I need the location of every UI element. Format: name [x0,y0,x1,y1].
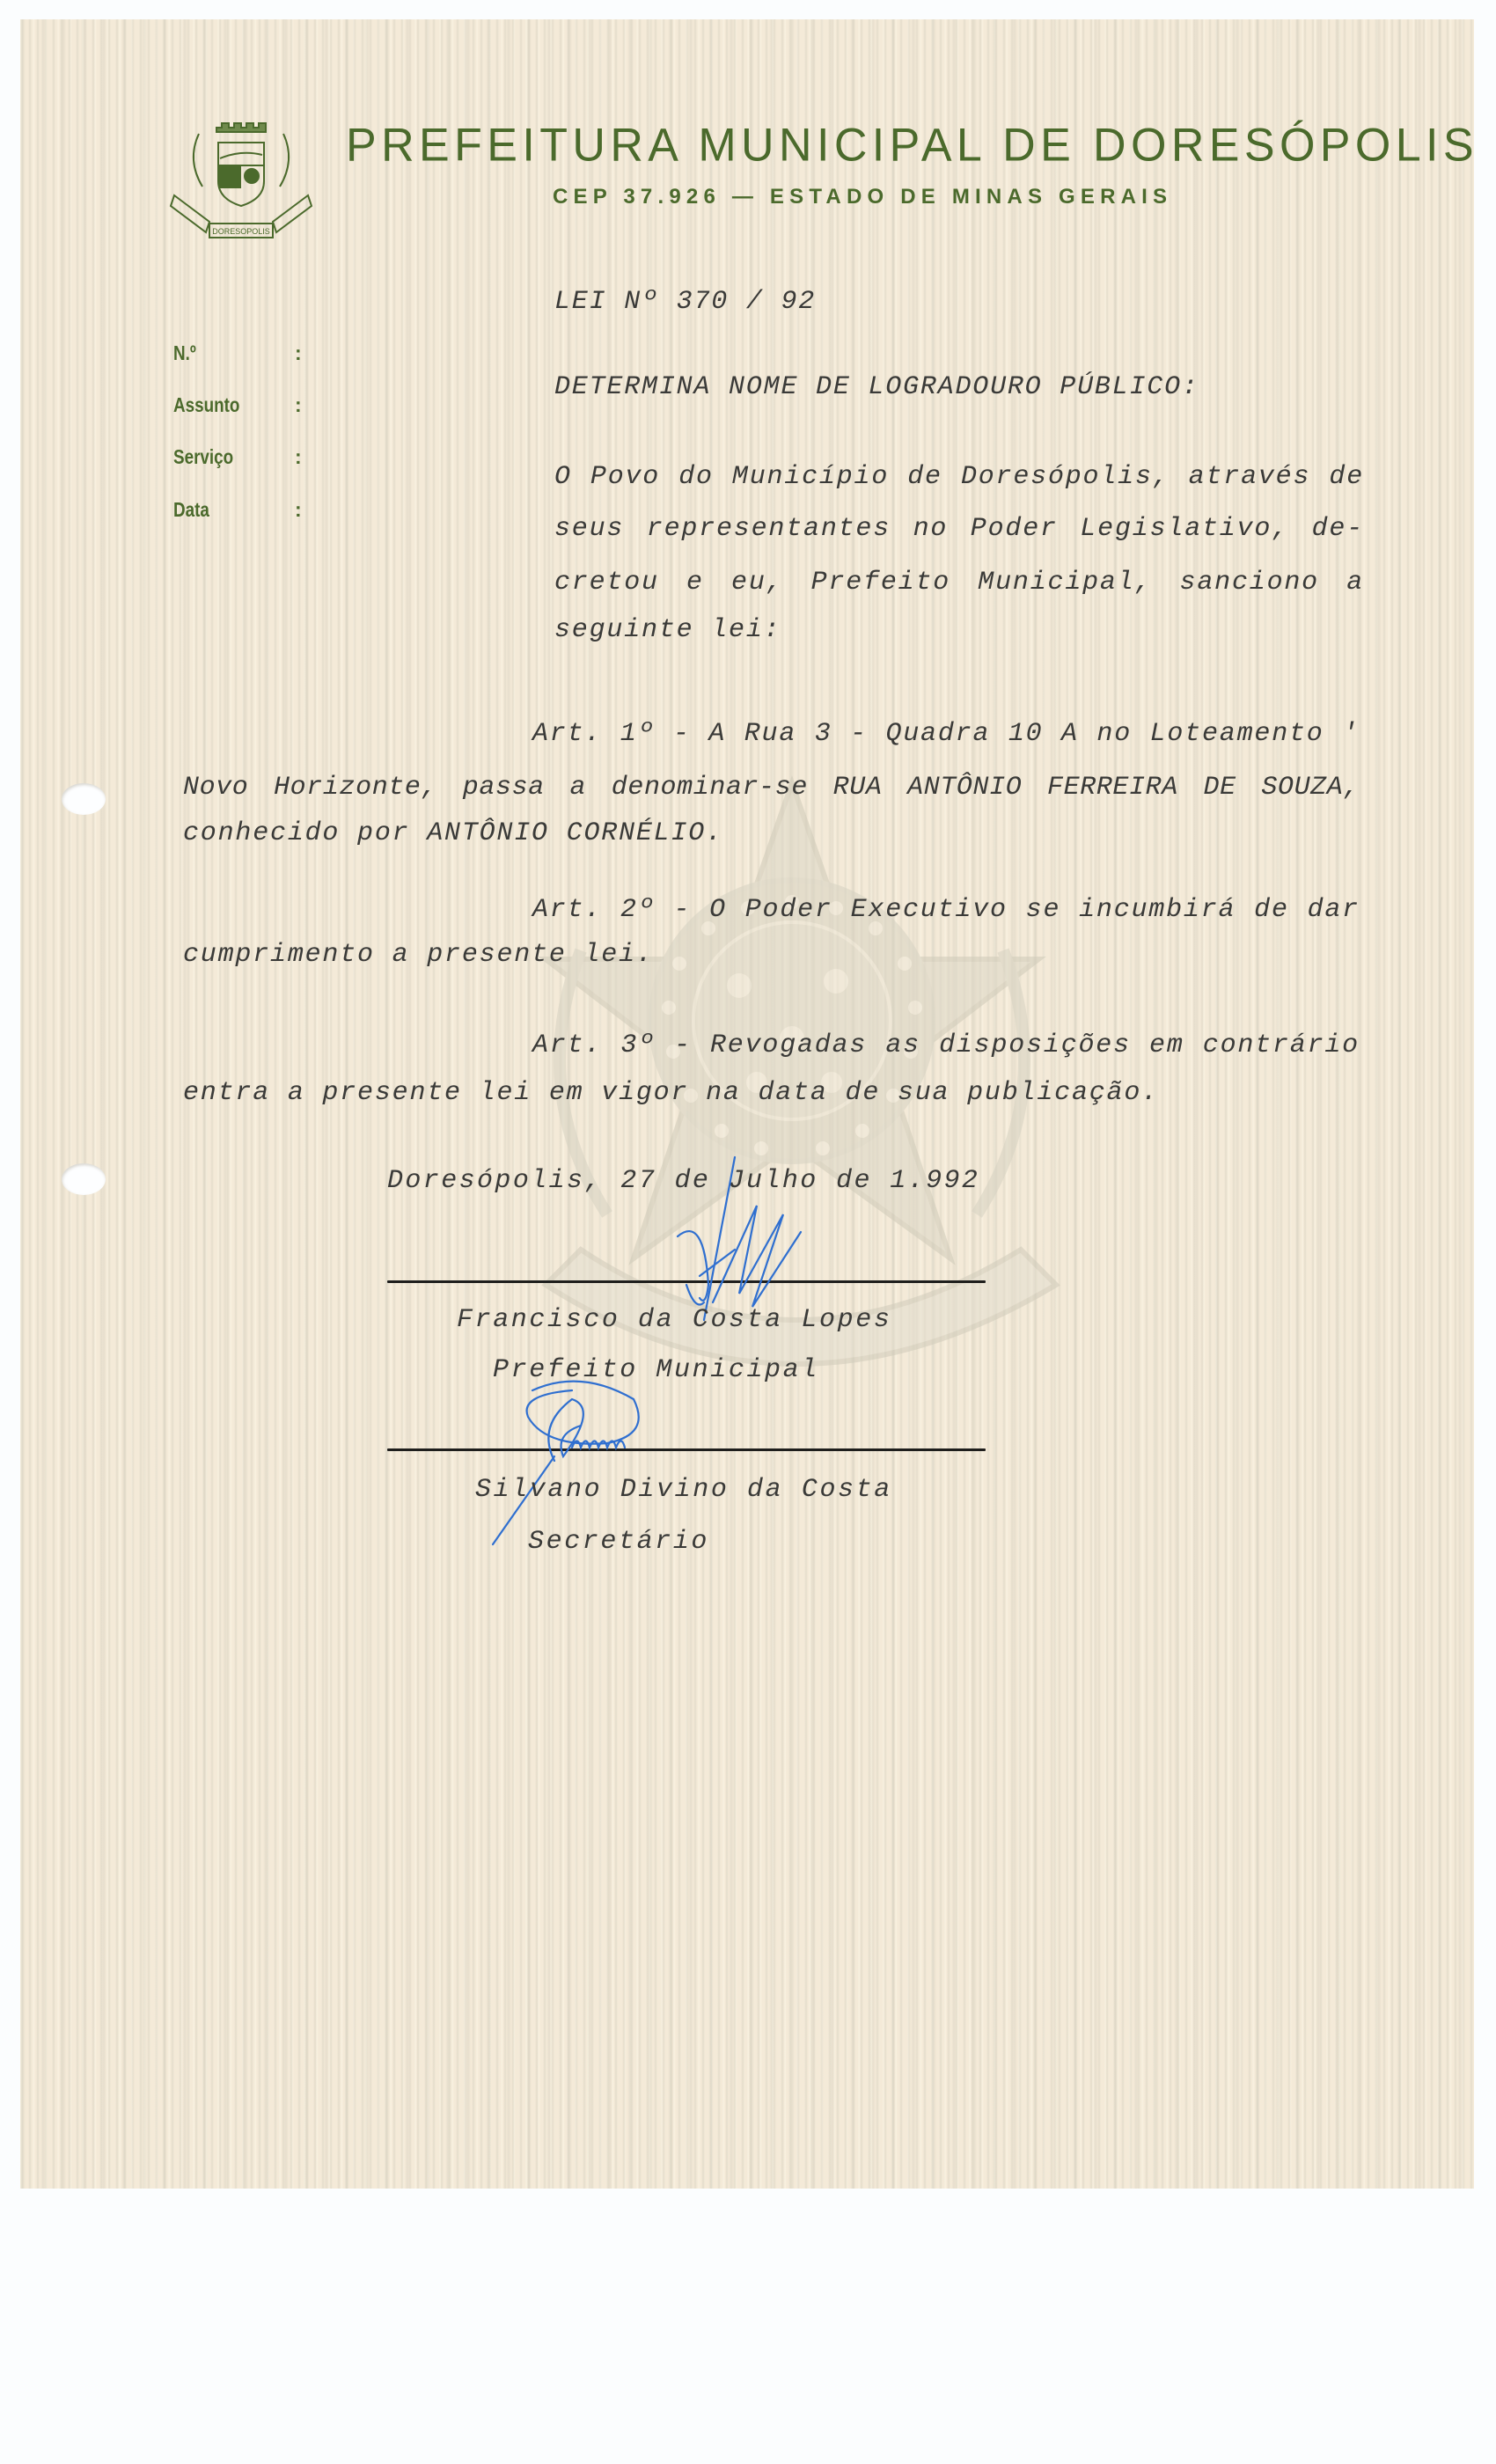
field-colon: : [295,341,302,364]
signatory-2-name: Silvano Divino da Costa [475,1475,892,1505]
article-1-line: Art. 1º - A Rua 3 - Quadra 10 A no Loteamento ' [532,719,1360,749]
field-label: Assunto [173,393,240,416]
field-label: Data [173,498,209,521]
field-date [173,498,314,521]
punch-hole [62,1163,106,1195]
field-service [173,445,314,468]
letterhead-subtitle: CEP 37.926 — ESTADO DE MINAS GERAIS [553,185,1173,209]
preamble-line: cretou e eu, Prefeito Municipal, sanciono a [554,568,1364,598]
field-label: Serviço [173,445,234,468]
punch-hole [62,783,106,815]
preamble-line: seguinte lei: [554,615,781,645]
signatory-1-name: Francisco da Costa Lopes [457,1305,892,1335]
field-colon: : [295,445,302,468]
signatory-1-role: Prefeito Municipal [493,1355,819,1385]
law-number: LEI Nº 370 / 92 [554,287,817,317]
place-date: Doresópolis, 27 de Julho de 1.992 [387,1166,980,1196]
article-3-line: entra a presente lei em vigor na data de sua publicação. [183,1078,1159,1108]
field-label: N.º [173,341,196,364]
article-2-line: Art. 2º - O Poder Executivo se incumbirá de dar [532,895,1360,925]
field-number [173,341,314,364]
preamble-line: seus representantes no Poder Legislativo, de- [554,514,1364,544]
field-subject [173,393,314,416]
field-colon: : [295,498,302,521]
signature-mayor-icon [651,1153,818,1329]
field-colon: : [295,393,302,416]
article-3-line: Art. 3º - Revogadas as disposições em contrário [532,1030,1360,1060]
law-subject: DETERMINA NOME DE LOGRADOURO PÚBLICO: [554,372,1199,402]
article-2-line: cumprimento a presente lei. [183,940,654,970]
signatory-2-role: Secretário [528,1527,710,1557]
article-1-line: conhecido por ANTÔNIO CORNÉLIO. [183,818,723,848]
article-1-line: Novo Horizonte, passa a denominar-se RUA ANTÔNIO FERREIRA DE SOUZA, [183,773,1360,803]
municipal-coat-of-arms-icon [165,116,317,246]
svg-text:DORESOPOLIS: DORESOPOLIS [212,227,270,236]
signature-secretary-icon [475,1373,686,1549]
letterhead-title: PREFEITURA MUNICIPAL DE DORESÓPOLIS [346,119,1478,172]
preamble-line: O Povo do Município de Doresópolis, através de [554,462,1364,492]
